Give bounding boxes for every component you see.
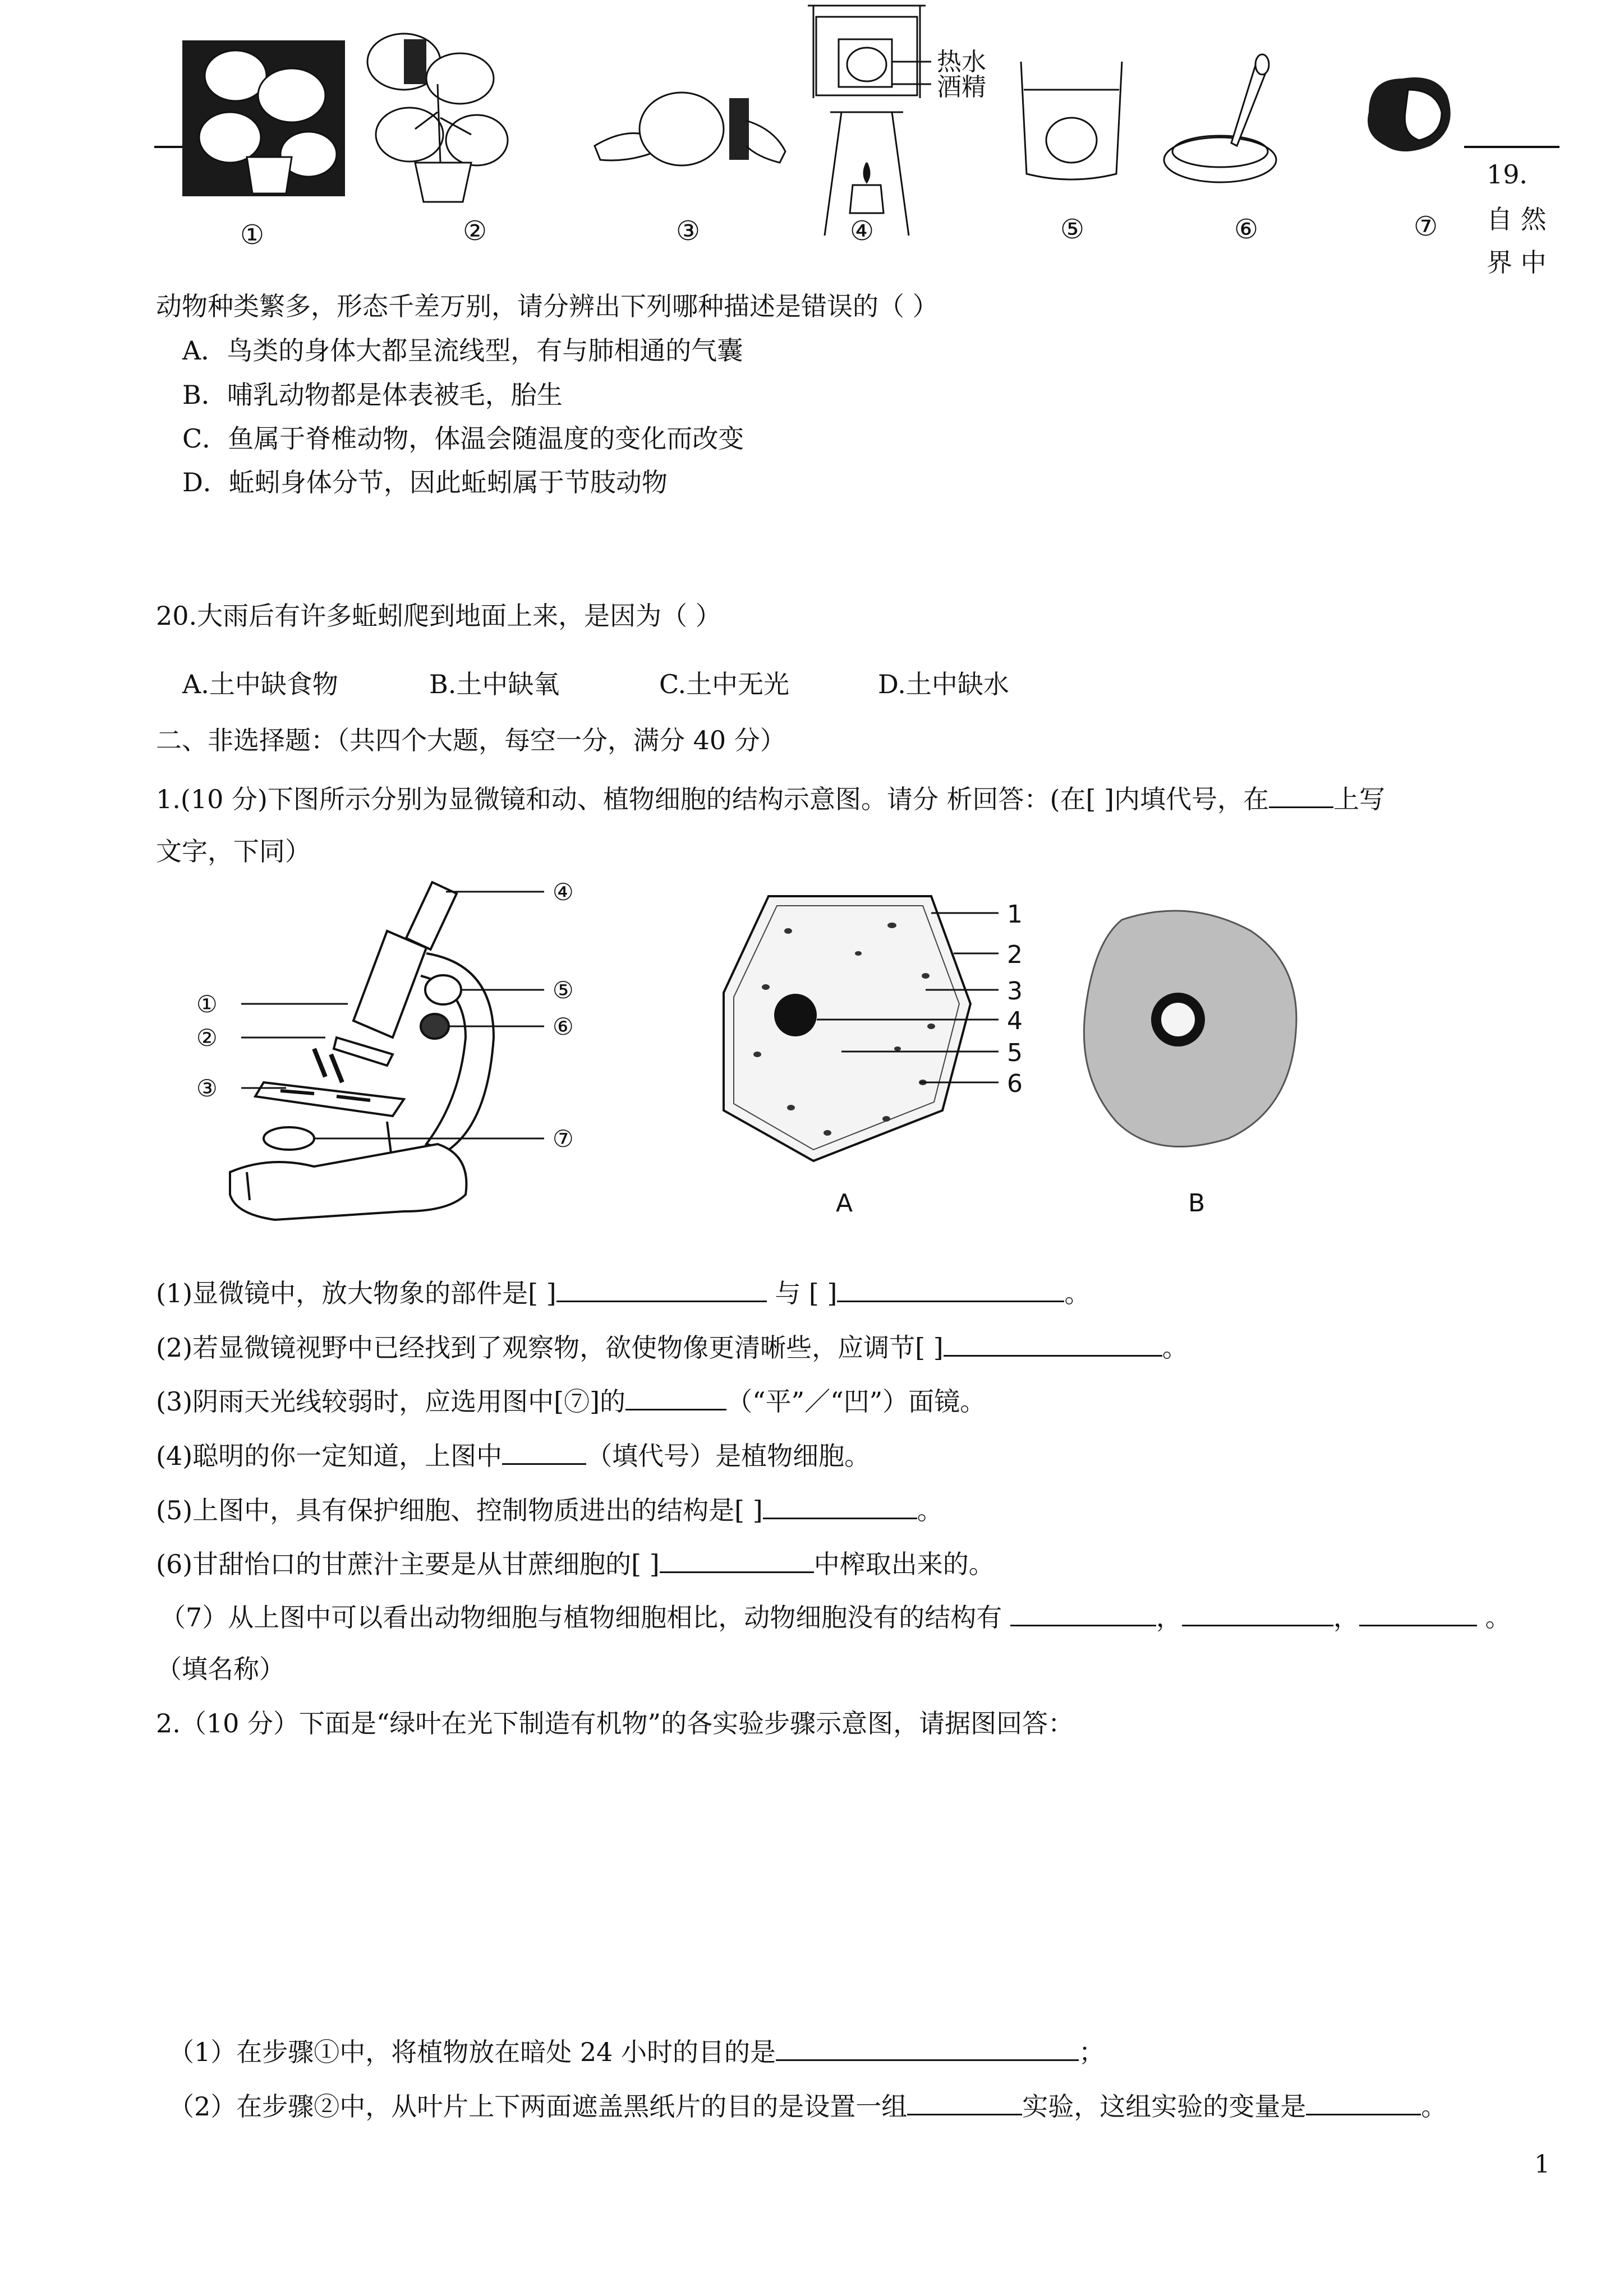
s2q2-sub1-text: （1）在步骤①中，将植物放在暗处 24 小时的目的是: [168, 2037, 776, 2067]
microscope-label-5: ⑤: [553, 976, 574, 1004]
s2q2-sub2-text-b: 实验，这组实验的变量是: [1022, 2091, 1306, 2122]
s2q1-sub6: [156, 1547, 995, 1580]
s2q1-sub4: [156, 1439, 870, 1472]
sub1-text-c: 。: [1064, 1278, 1091, 1308]
q19-stem: 动物种类繁多，形态千差万别，请分辨出下列哪种描述是错误的（ ）: [156, 291, 938, 321]
cell-label-2: 2: [1007, 940, 1023, 969]
sub3-text-a: (3)阴雨天光线较弱时，应选用图中[⑦]的: [156, 1386, 626, 1417]
sub2-blank[interactable]: [944, 1330, 1162, 1357]
plant-cell-a: [724, 896, 970, 1161]
sub7-end: 。: [1485, 1602, 1511, 1633]
sub6-text-a: (6)甘甜怡口的甘蔗汁主要是从甘蔗细胞的[ ]: [156, 1549, 660, 1579]
animal-cell-b: [1084, 911, 1296, 1147]
s2q2-sub1-blank[interactable]: [776, 2035, 1079, 2061]
q20-option-c: C.土中无光: [659, 669, 790, 699]
microscope-label-1: ①: [196, 990, 218, 1018]
step-label-1: ①: [240, 219, 265, 251]
sub1-blank-1[interactable]: [556, 1276, 767, 1302]
step-label-2: ②: [463, 215, 487, 247]
q20-option-b: B.土中缺氧: [429, 669, 560, 699]
q19-option-a: A．鸟类的身体大都呈流线型，有与肺相通的气囊: [182, 335, 743, 366]
sub1-text-a: (1)显微镜中，放大物象的部件是[ ]: [156, 1278, 556, 1308]
cell-caption-b: B: [1188, 1189, 1206, 1218]
s2q1-sub7: [160, 1600, 1511, 1633]
s2q1-stem-part-b: 上写: [1333, 784, 1386, 814]
step-label-7: ⑦: [1414, 211, 1438, 242]
step-label-6: ⑥: [1234, 214, 1259, 245]
sub1-blank-2[interactable]: [837, 1276, 1064, 1302]
sub7-blank-3[interactable]: [1359, 1600, 1477, 1626]
sub4-text-b: （填代号）是植物细胞。: [586, 1441, 871, 1471]
microscope-label-3: ③: [196, 1075, 218, 1102]
s2q1-stem-line2: 文字，下同）: [156, 836, 311, 866]
sub3-blank[interactable]: [625, 1384, 726, 1410]
q19-side-text-1: 自 然: [1487, 204, 1547, 234]
section2-heading: 二、非选择题：（共四个大题，每空一分，满分 40 分）: [156, 725, 786, 755]
cell-caption-a: A: [836, 1189, 853, 1218]
q19-option-d: D．蚯蚓身体分节，因此蚯蚓属于节肢动物: [182, 467, 668, 497]
sub5-blank[interactable]: [763, 1493, 917, 1519]
cell-label-3: 3: [1007, 977, 1023, 1006]
sub6-blank[interactable]: [660, 1547, 814, 1573]
microscope-label-7: ⑦: [553, 1125, 574, 1152]
sub7-blank-2[interactable]: [1182, 1600, 1333, 1626]
sub5-text-a: (5)上图中，具有保护细胞、控制物质进出的结构是[ ]: [156, 1495, 763, 1525]
s2q1-stem-part-a: 1.(10 分)下图所示分别为显微镜和动、植物细胞的结构示意图。请分 析回答：(在[ ]内填代号，在: [156, 784, 1269, 814]
cell-label-4: 4: [1007, 1007, 1023, 1035]
q19-number: 19．: [1487, 159, 1545, 190]
q20-stem: 20.大雨后有许多蚯蚓爬到地面上来，是因为（ ）: [156, 601, 721, 631]
microscope-label-6: ⑥: [553, 1013, 574, 1040]
cell-label-5: 5: [1007, 1039, 1023, 1067]
cell-label-6: 6: [1007, 1069, 1023, 1098]
s2q1-sub1: [156, 1276, 1090, 1309]
s2q1-sub3: [156, 1384, 986, 1417]
q20-option-a: A.土中缺食物: [182, 669, 338, 699]
s2q1-sub5: [156, 1493, 943, 1526]
sub6-text-b: 中榨取出来的。: [813, 1549, 995, 1579]
sub7-blank-1[interactable]: [1010, 1600, 1156, 1626]
sub7-sep-2: ，: [1333, 1602, 1359, 1633]
s2q2-sub2-end: 。: [1421, 2091, 1447, 2122]
s2q2-sub1: [168, 2035, 1105, 2068]
sub4-blank[interactable]: [502, 1439, 586, 1465]
sub3-text-b: （“平”／“凹”）面镜。: [726, 1386, 986, 1417]
microscope-label-2: ②: [196, 1024, 218, 1052]
step-label-4: ④: [850, 215, 875, 247]
sub4-text-a: (4)聪明的你一定知道，上图中: [156, 1441, 503, 1471]
s2q1-sub7-note: （填名称）: [156, 1654, 285, 1684]
s2q2-sub2-text-a: （2）在步骤②中，从叶片上下两面遮盖黑纸片的目的是设置一组: [168, 2091, 908, 2122]
q19-option-b: B．哺乳动物都是体表被毛，胎生: [182, 380, 563, 410]
s2q2-sub2-blank-2[interactable]: [1306, 2089, 1421, 2115]
sub2-text-b: 。: [1162, 1333, 1188, 1363]
sub7-sep-1: ，: [1156, 1602, 1182, 1633]
s2q2-sub2-blank-1[interactable]: [907, 2089, 1022, 2115]
q20-option-d: D.土中缺水: [878, 669, 1009, 699]
sub7-text-a: （7）从上图中可以看出动物细胞与植物细胞相比，动物细胞没有的结构有: [160, 1602, 1002, 1633]
q19-side-text-2: 界 中: [1487, 247, 1547, 278]
sub5-text-b: 。: [917, 1495, 943, 1525]
page-number: 1: [1534, 2150, 1550, 2179]
beaker-label-hot-water: 热水: [937, 48, 986, 76]
microscope-label-4: ④: [553, 878, 574, 906]
s2q2-stem: 2.（10 分）下面是“绿叶在光下制造有机物”的各实验步骤示意图，请据图回答：: [156, 1708, 1074, 1739]
step-label-3: ③: [676, 215, 701, 247]
q19-option-c: C．鱼属于脊椎动物，体温会随温度的变化而改变: [182, 423, 744, 454]
sub1-text-b: 与 [ ]: [775, 1278, 838, 1308]
step-label-5: ⑤: [1060, 214, 1085, 245]
s2q1-sub2: [156, 1330, 1188, 1363]
beaker-label-alcohol: 酒精: [937, 73, 986, 102]
s2q2-sub2: [168, 2089, 1447, 2122]
s2q2-sub1-end: ；: [1079, 2037, 1105, 2067]
microscope-drawing: [230, 882, 494, 1220]
cell-label-1: 1: [1007, 900, 1023, 929]
sub2-text-a: (2)若显微镜视野中已经找到了观察物，欲使物像更清晰些，应调节[ ]: [156, 1333, 944, 1363]
